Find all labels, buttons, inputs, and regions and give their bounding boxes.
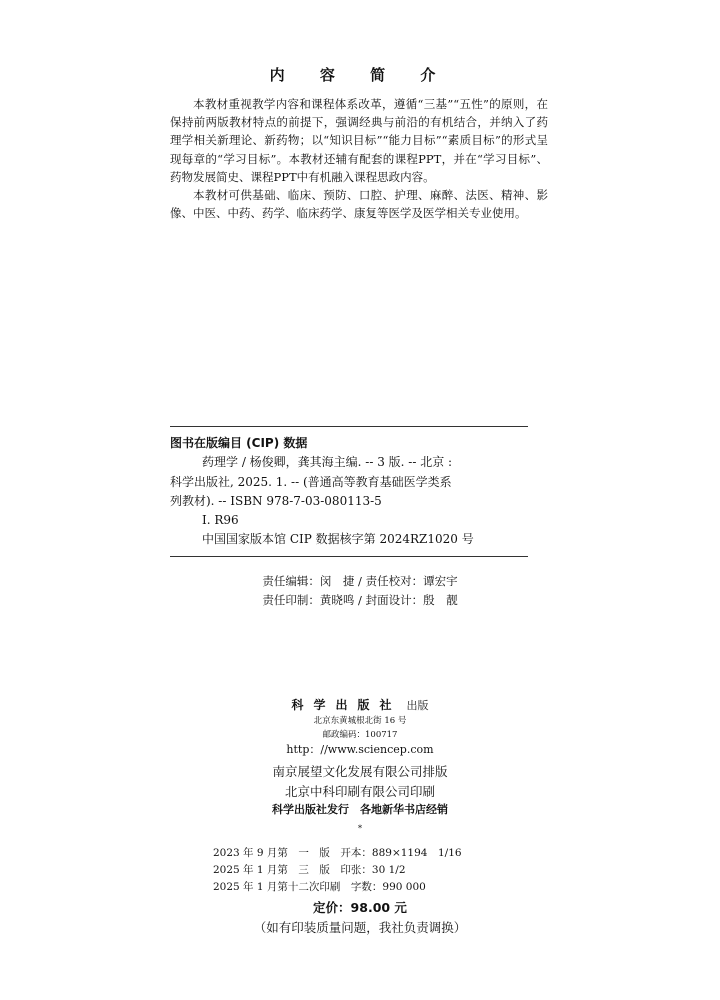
cip-block: [170, 434, 530, 550]
cip-top-rule: [170, 426, 528, 427]
cip-heading: 图书在版编目 (CIP) 数据: [170, 436, 308, 450]
typeset-info: 南京展望文化发展有限公司排版: [272, 764, 448, 779]
cip-line-3: 列教材). -- ISBN 978-7-03-080113-5: [170, 493, 382, 508]
publisher-address: 北京东黄城根北街 16 号: [313, 716, 407, 726]
cip-bottom-rule: [170, 556, 528, 557]
distribution-info: 科学出版社发行 各地新华书店经销: [272, 803, 448, 816]
edition-line-3: 2025 年 1 月第十二次印刷 字数：990 000: [213, 881, 426, 893]
publisher-postcode: 邮政编码：100717: [322, 730, 398, 740]
publisher-url: http：//www.sciencep.com: [286, 743, 434, 756]
publisher-line: [0, 694, 720, 713]
cip-line-5: 中国国家版本馆 CIP 数据核字第 2024RZ1020 号: [202, 532, 474, 547]
cip-line-4: Ⅰ. R96: [202, 513, 239, 528]
quality-note: （如有印装质量问题，我社负责调换）: [253, 920, 467, 935]
summary-paragraph-2: 本教材可供基础、临床、预防、口腔、护理、麻醉、法医、精神、影像、中医、中药、药学、临床药学、康复等医学及医学相关专业使用。: [170, 188, 548, 221]
staff-line-1: 责任编辑：闵 捷 / 责任校对：谭宏宇: [262, 574, 458, 588]
print-info: 北京中科印刷有限公司印刷: [284, 784, 435, 799]
edition-line-2: 2025 年 1 月第 三 版 印张：30 1/2: [213, 864, 406, 876]
price-label: 定价：98.00 元: [313, 900, 407, 915]
staff-credits: [0, 572, 720, 610]
summary-title: 内 容 简 介: [269, 66, 451, 84]
summary-paragraph-1: 本教材重视教学内容和课程体系改革，遵循“三基”“五性”的原则，在保持前两版教材特点的前提下，强调经典与前沿的有机结合，并纳入了药理学相关新理论、新药物；以“知识目标”“能力目标”“素质目标”的形式呈现每章的“学习目标”。本教材还辅有配套的课程PPT，并在“学习目标”、药物发展简史、课程PPT中有机融入课程思政内容。: [170, 97, 548, 184]
summary-body: [170, 95, 548, 222]
cip-line-2: 科学出版社, 2025. 1. -- (普通高等教育基础医学类系: [170, 474, 452, 489]
publisher-suffix: 出版: [406, 699, 429, 712]
staff-line-2: 责任印制：黄晓鸣 / 封面设计：殷 靓: [262, 593, 458, 607]
edition-line-1: 2023 年 9 月第 一 版 开本：889×1194 1/16: [213, 847, 462, 859]
separator-star: *: [357, 824, 363, 834]
cip-line-1: 药理学 / 杨俊卿，龚其海主编. -- 3 版. -- 北京 :: [202, 455, 453, 470]
publisher-name: 科学出版社: [291, 698, 402, 712]
